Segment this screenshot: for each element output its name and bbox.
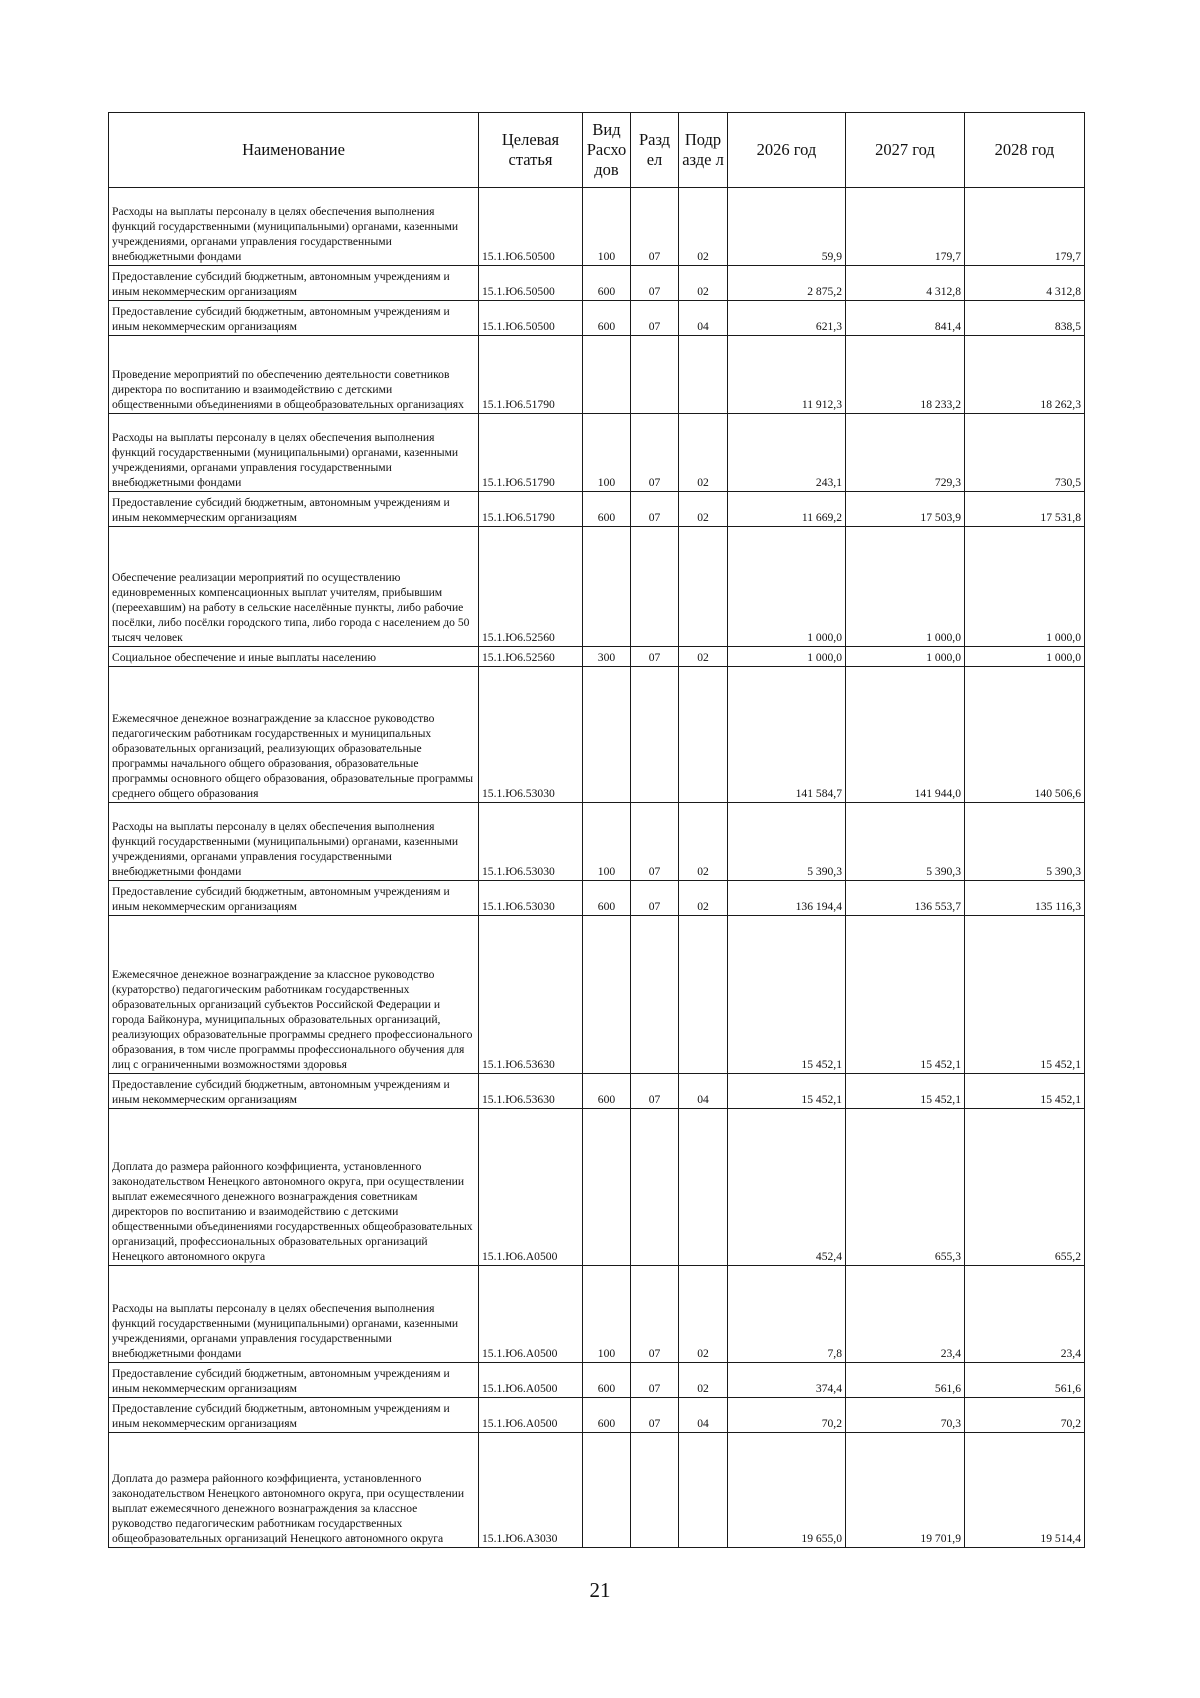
row-name: Предоставление субсидий бюджетным, автономным учреждениям и иным некоммерческим организациям: [109, 1074, 479, 1109]
amount-2028: 838,5: [965, 301, 1085, 336]
table-row: [109, 336, 1085, 414]
target-article-code: 15.1.Ю6.53030: [479, 803, 583, 881]
header-expense-type: Вид Расхо дов: [583, 113, 631, 188]
header-2026: 2026 год: [728, 113, 846, 188]
amount-2027: 1 000,0: [846, 647, 965, 667]
amount-2026: 136 194,4: [728, 881, 846, 916]
amount-2028: 1 000,0: [965, 527, 1085, 647]
row-name: Обеспечение реализации мероприятий по осуществлению единовременных компенсационных выплат учителям, прибывшим (переехавшим) на работу в сельские населённые пункты, либо рабочие посёлки, либо посёлки городского типа, либо города с населением до 50 тысяч человек: [109, 527, 479, 647]
row-name: Ежемесячное денежное вознаграждение за классное руководство педагогическим работникам государственных и муниципальных образовательных организаций, реализующих образовательные программы начального общего образования, образовательные программы основного общего образования, образовательные программы среднего общего образования: [109, 667, 479, 803]
amount-2028: 140 506,6: [965, 667, 1085, 803]
expense-type: [583, 527, 631, 647]
amount-2027: 141 944,0: [846, 667, 965, 803]
amount-2028: 18 262,3: [965, 336, 1085, 414]
subsection-code: 04: [679, 301, 728, 336]
expense-type: 600: [583, 301, 631, 336]
amount-2026: 59,9: [728, 188, 846, 266]
target-article-code: 15.1.Ю6.52560: [479, 647, 583, 667]
subsection-code: 02: [679, 881, 728, 916]
amount-2026: 11 669,2: [728, 492, 846, 527]
amount-2027: 655,3: [846, 1109, 965, 1266]
amount-2026: 7,8: [728, 1266, 846, 1363]
amount-2027: 179,7: [846, 188, 965, 266]
target-article-code: 15.1.Ю6.51790: [479, 336, 583, 414]
budget-table: [108, 112, 1085, 1548]
section-code: 07: [631, 414, 679, 492]
section-code: [631, 1109, 679, 1266]
expense-type: 600: [583, 266, 631, 301]
target-article-code: 15.1.Ю6.А0500: [479, 1398, 583, 1433]
amount-2028: 4 312,8: [965, 266, 1085, 301]
target-article-code: 15.1.Ю6.А3030: [479, 1433, 583, 1548]
expense-type: 600: [583, 881, 631, 916]
section-code: [631, 1433, 679, 1548]
subsection-code: 04: [679, 1398, 728, 1433]
subsection-code: 02: [679, 1363, 728, 1398]
target-article-code: 15.1.Ю6.50500: [479, 301, 583, 336]
amount-2026: 243,1: [728, 414, 846, 492]
amount-2027: 841,4: [846, 301, 965, 336]
table-row: [109, 1109, 1085, 1266]
table-row: [109, 266, 1085, 301]
expense-type: 100: [583, 188, 631, 266]
amount-2027: 23,4: [846, 1266, 965, 1363]
section-code: [631, 336, 679, 414]
subsection-code: [679, 1433, 728, 1548]
target-article-code: 15.1.Ю6.50500: [479, 266, 583, 301]
target-article-code: 15.1.Ю6.А0500: [479, 1266, 583, 1363]
section-code: 07: [631, 301, 679, 336]
row-name: Предоставление субсидий бюджетным, автономным учреждениям и иным некоммерческим организациям: [109, 1363, 479, 1398]
expense-type: [583, 916, 631, 1074]
amount-2028: 17 531,8: [965, 492, 1085, 527]
subsection-code: 02: [679, 414, 728, 492]
amount-2027: 17 503,9: [846, 492, 965, 527]
subsection-code: [679, 527, 728, 647]
subsection-code: 02: [679, 1266, 728, 1363]
amount-2027: 18 233,2: [846, 336, 965, 414]
target-article-code: 15.1.Ю6.53630: [479, 916, 583, 1074]
expense-type: 600: [583, 1074, 631, 1109]
row-name: Расходы на выплаты персоналу в целях обеспечения выполнения функций государственными (муниципальными) органами, казенными учреждениями, органами управления государственными внебюджетными фондами: [109, 188, 479, 266]
row-name: Расходы на выплаты персоналу в целях обеспечения выполнения функций государственными (муниципальными) органами, казенными учреждениями, органами управления государственными внебюджетными фондами: [109, 1266, 479, 1363]
expense-type: 100: [583, 414, 631, 492]
amount-2028: 70,2: [965, 1398, 1085, 1433]
subsection-code: [679, 1109, 728, 1266]
expense-type: 600: [583, 492, 631, 527]
row-name: Предоставление субсидий бюджетным, автономным учреждениям и иным некоммерческим организациям: [109, 301, 479, 336]
amount-2026: 70,2: [728, 1398, 846, 1433]
expense-type: [583, 1433, 631, 1548]
table-row: [109, 647, 1085, 667]
header-name: Наименование: [109, 113, 479, 188]
section-code: 07: [631, 803, 679, 881]
row-name: Предоставление субсидий бюджетным, автономным учреждениям и иным некоммерческим организациям: [109, 266, 479, 301]
subsection-code: 02: [679, 492, 728, 527]
section-code: [631, 527, 679, 647]
subsection-code: 02: [679, 803, 728, 881]
amount-2027: 4 312,8: [846, 266, 965, 301]
section-code: 07: [631, 188, 679, 266]
table-row: [109, 916, 1085, 1074]
amount-2028: 179,7: [965, 188, 1085, 266]
expense-type: [583, 1109, 631, 1266]
amount-2027: 729,3: [846, 414, 965, 492]
amount-2027: 5 390,3: [846, 803, 965, 881]
subsection-code: [679, 336, 728, 414]
amount-2028: 5 390,3: [965, 803, 1085, 881]
section-code: 07: [631, 1266, 679, 1363]
amount-2027: 70,3: [846, 1398, 965, 1433]
amount-2026: 2 875,2: [728, 266, 846, 301]
header-subsection: Подр азде л: [679, 113, 728, 188]
target-article-code: 15.1.Ю6.53630: [479, 1074, 583, 1109]
table-row: [109, 188, 1085, 266]
table-row: [109, 414, 1085, 492]
subsection-code: 02: [679, 266, 728, 301]
target-article-code: 15.1.Ю6.52560: [479, 527, 583, 647]
section-code: 07: [631, 881, 679, 916]
amount-2027: 561,6: [846, 1363, 965, 1398]
amount-2026: 5 390,3: [728, 803, 846, 881]
amount-2027: 15 452,1: [846, 916, 965, 1074]
amount-2028: 23,4: [965, 1266, 1085, 1363]
subsection-code: [679, 916, 728, 1074]
header-2028: 2028 год: [965, 113, 1085, 188]
table-row: [109, 1074, 1085, 1109]
row-name: Проведение мероприятий по обеспечению деятельности советников директора по воспитанию и взаимодействию с детскими общественными объединениями в общеобразовательных организациях: [109, 336, 479, 414]
subsection-code: 02: [679, 188, 728, 266]
table-row: [109, 667, 1085, 803]
expense-type: 100: [583, 1266, 631, 1363]
table-row: [109, 301, 1085, 336]
amount-2027: 136 553,7: [846, 881, 965, 916]
row-name: Ежемесячное денежное вознаграждение за классное руководство (кураторство) педагогическим работникам государственных образовательных организаций субъектов Российской Федерации и города Байконура, муниципальных образовательных организаций, реализующих образовательные программы среднего профессионального образования, в том числе программы профессионального обучения для лиц с ограниченными возможностями здоровья: [109, 916, 479, 1074]
amount-2028: 561,6: [965, 1363, 1085, 1398]
amount-2026: 15 452,1: [728, 916, 846, 1074]
row-name: Расходы на выплаты персоналу в целях обеспечения выполнения функций государственными (муниципальными) органами, казенными учреждениями, органами управления государственными внебюджетными фондами: [109, 414, 479, 492]
amount-2026: 452,4: [728, 1109, 846, 1266]
row-name: Расходы на выплаты персоналу в целях обеспечения выполнения функций государственными (муниципальными) органами, казенными учреждениями, органами управления государственными внебюджетными фондами: [109, 803, 479, 881]
row-name: Предоставление субсидий бюджетным, автономным учреждениям и иным некоммерческим организациям: [109, 881, 479, 916]
section-code: 07: [631, 492, 679, 527]
target-article-code: 15.1.Ю6.А0500: [479, 1109, 583, 1266]
row-name: Доплата до размера районного коэффициента, установленного законодательством Ненецкого автономного округа, при осуществлении выплат ежемесячного денежного вознаграждения за классное руководство педагогическим работникам государственных общеобразовательных организаций Ненецкого автономного округа: [109, 1433, 479, 1548]
amount-2027: 15 452,1: [846, 1074, 965, 1109]
table-row: [109, 1433, 1085, 1548]
header-section: Разд ел: [631, 113, 679, 188]
table-row: [109, 492, 1085, 527]
header-2027: 2027 год: [846, 113, 965, 188]
page-number: 21: [589, 1578, 611, 1602]
section-code: [631, 916, 679, 1074]
amount-2026: 621,3: [728, 301, 846, 336]
amount-2026: 19 655,0: [728, 1433, 846, 1548]
target-article-code: 15.1.Ю6.51790: [479, 414, 583, 492]
subsection-code: [679, 667, 728, 803]
subsection-code: 04: [679, 1074, 728, 1109]
expense-type: 600: [583, 1398, 631, 1433]
target-article-code: 15.1.Ю6.53030: [479, 881, 583, 916]
amount-2028: 15 452,1: [965, 916, 1085, 1074]
target-article-code: 15.1.Ю6.51790: [479, 492, 583, 527]
table-row: [109, 527, 1085, 647]
table-row: [109, 803, 1085, 881]
table-body: [109, 188, 1085, 1548]
amount-2026: 374,4: [728, 1363, 846, 1398]
amount-2026: 11 912,3: [728, 336, 846, 414]
section-code: 07: [631, 1074, 679, 1109]
table-header: [109, 113, 1085, 188]
header-target-article: Целевая статья: [479, 113, 583, 188]
amount-2026: 1 000,0: [728, 527, 846, 647]
amount-2028: 19 514,4: [965, 1433, 1085, 1548]
expense-type: 100: [583, 803, 631, 881]
expense-type: 600: [583, 1363, 631, 1398]
amount-2028: 655,2: [965, 1109, 1085, 1266]
amount-2026: 1 000,0: [728, 647, 846, 667]
table-row: [109, 1398, 1085, 1433]
expense-type: [583, 667, 631, 803]
row-name: Предоставление субсидий бюджетным, автономным учреждениям и иным некоммерческим организациям: [109, 492, 479, 527]
row-name: Социальное обеспечение и иные выплаты населению: [109, 647, 479, 667]
target-article-code: 15.1.Ю6.50500: [479, 188, 583, 266]
target-article-code: 15.1.Ю6.А0500: [479, 1363, 583, 1398]
expense-type: 300: [583, 647, 631, 667]
section-code: 07: [631, 647, 679, 667]
header-row: [109, 113, 1085, 188]
row-name: Предоставление субсидий бюджетным, автономным учреждениям и иным некоммерческим организациям: [109, 1398, 479, 1433]
amount-2028: 15 452,1: [965, 1074, 1085, 1109]
amount-2028: 135 116,3: [965, 881, 1085, 916]
section-code: 07: [631, 1363, 679, 1398]
table-row: [109, 1266, 1085, 1363]
expense-type: [583, 336, 631, 414]
table-row: [109, 1363, 1085, 1398]
section-code: 07: [631, 1398, 679, 1433]
section-code: 07: [631, 266, 679, 301]
row-name: Доплата до размера районного коэффициента, установленного законодательством Ненецкого автономного округа, при осуществлении выплат ежемесячного денежного вознаграждения советникам директоров по воспитанию и взаимодействию с детскими общественными объединениями государственных общеобразовательных организаций, профессиональных образовательных организаций Ненецкого автономного округа: [109, 1109, 479, 1266]
amount-2026: 15 452,1: [728, 1074, 846, 1109]
amount-2027: 19 701,9: [846, 1433, 965, 1548]
subsection-code: 02: [679, 647, 728, 667]
amount-2028: 1 000,0: [965, 647, 1085, 667]
amount-2027: 1 000,0: [846, 527, 965, 647]
table-row: [109, 881, 1085, 916]
target-article-code: 15.1.Ю6.53030: [479, 667, 583, 803]
amount-2026: 141 584,7: [728, 667, 846, 803]
amount-2028: 730,5: [965, 414, 1085, 492]
section-code: [631, 667, 679, 803]
